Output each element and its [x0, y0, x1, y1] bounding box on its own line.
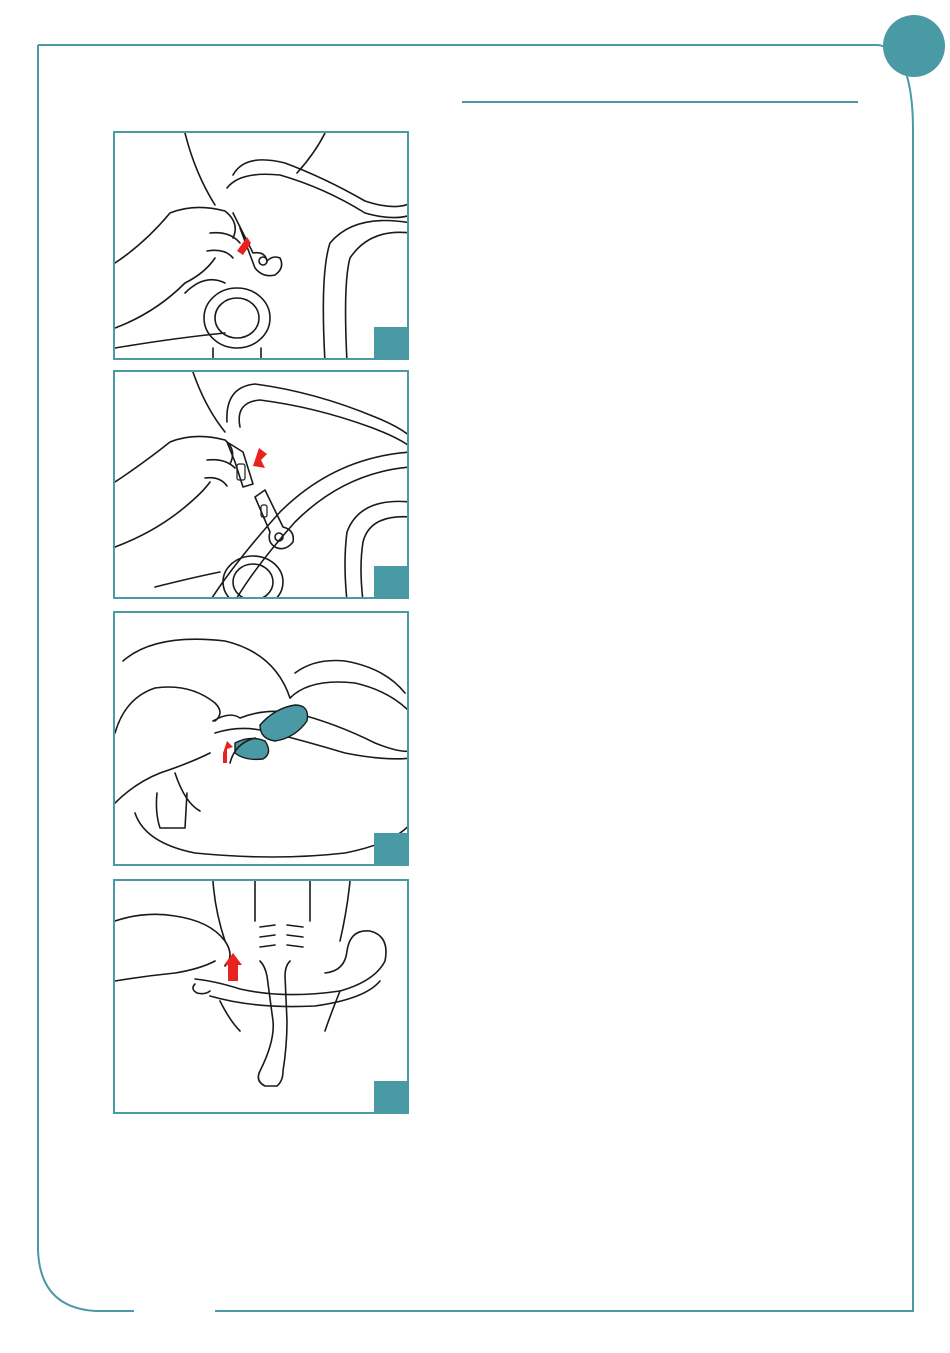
step-number-tab [374, 566, 407, 597]
figure-step-4 [113, 879, 409, 1114]
step-1-illustration [115, 133, 409, 360]
figure-step-2 [113, 370, 409, 599]
step-2-illustration [115, 372, 409, 599]
step-number-tab [374, 327, 407, 358]
step-3-illustration [115, 613, 409, 866]
step-4-illustration [115, 881, 409, 1114]
step-number-tab [374, 833, 407, 864]
section-heading-rule [462, 101, 858, 103]
figure-step-3 [113, 611, 409, 866]
figure-step-1 [113, 131, 409, 360]
step-number-tab [374, 1081, 407, 1112]
page-number-badge [883, 15, 945, 77]
